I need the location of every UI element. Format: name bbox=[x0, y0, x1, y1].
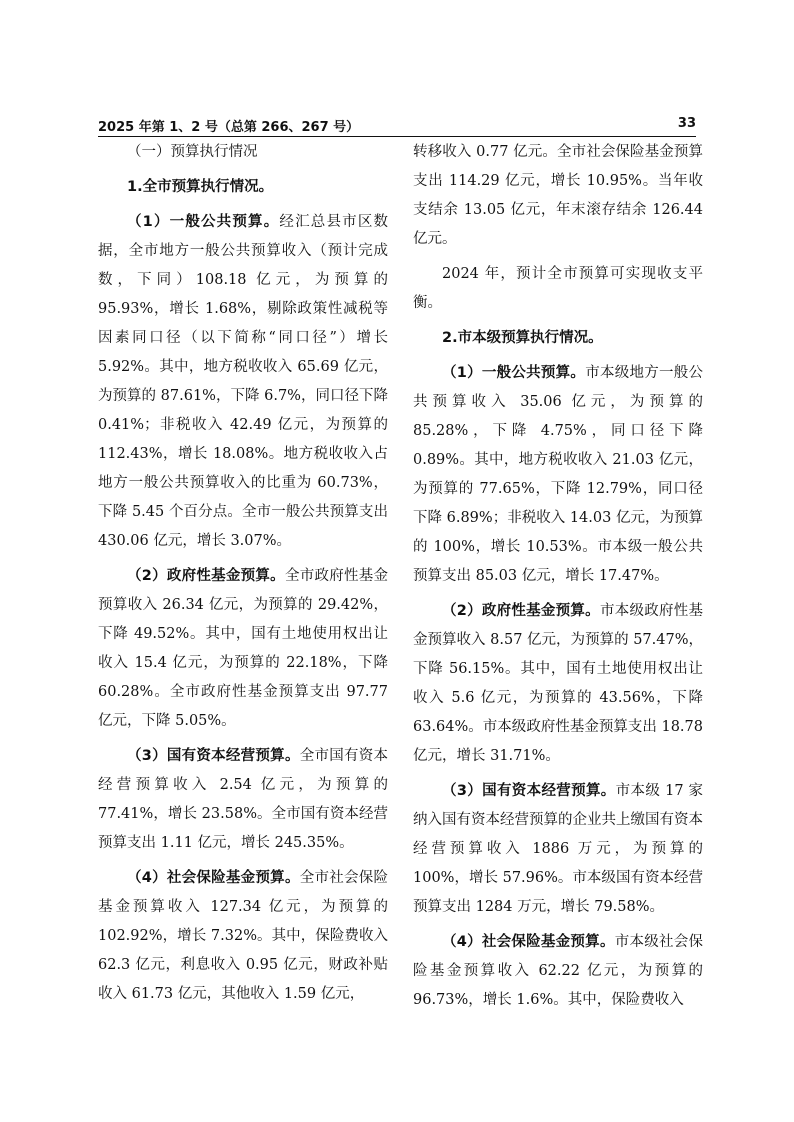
paragraph-heading: （4）社会保险基金预算。 bbox=[442, 934, 615, 950]
page-number: 33 bbox=[677, 116, 696, 131]
page-header bbox=[98, 113, 696, 135]
paragraph-body: 全市政府性基金预算收入 26.34 亿元，为预算的 29.42%，下降 49.52%。其中，国有土地使用权出让收入 15.4 亿元，为预算的 22.18%，下降 60.28%。全市政府性基金预算支出 97.77 亿元，下降 5.05%。 bbox=[98, 568, 389, 729]
right-column bbox=[413, 138, 703, 1021]
subsection-title: 1.全市预算执行情况。 bbox=[127, 179, 274, 195]
paragraph-continued: 转移收入 0.77 亿元。全市社会保险基金预算支出 114.29 亿元，增长 10.95%。当年收支结余 13.05 亿元，年末滚存结余 126.44 亿元。 bbox=[413, 144, 703, 247]
paragraph-body: 市本级政府性基金预算收入 8.57 亿元，为预算的 57.47%，下降 56.15%。其中，国有土地使用权出让收入 5.6 亿元，为预算的 43.56%，下降 63.64%。市本级政府性基金预算支出 18.78 亿元，增长 31.71%。 bbox=[413, 603, 704, 764]
paragraph-body: 市本级地方一般公共预算收入 35.06 亿元，为预算的 85.28%，下降 4.75%，同口径下降 0.89%。其中，地方税收收入 21.03 亿元，为预算的 77.65%，下降 12.79%，同口径下降 6.89%；非税收入 14.03 亿元，为预算的 100%，增长 10.53%。市本级一般公共预算支出 85.03 亿元，增长 17.47%。 bbox=[413, 365, 704, 584]
paragraph-heading: （3）国有资本经营预算。 bbox=[442, 783, 616, 799]
paragraph-heading: （3）国有资本经营预算。 bbox=[127, 748, 300, 764]
paragraph-heading: （2）政府性基金预算。 bbox=[442, 603, 600, 619]
paragraph bbox=[98, 208, 388, 556]
paragraph bbox=[413, 359, 703, 591]
header-rule bbox=[98, 136, 696, 137]
paragraph-body: 市本级社会保险基金预算收入 62.22 亿元，为预算的 96.73%，增长 1.6%。其中，保险费收入 bbox=[413, 934, 703, 1008]
paragraph-heading: （1）一般公共预算。 bbox=[442, 365, 586, 381]
paragraph bbox=[98, 742, 388, 858]
paragraph-heading: （2）政府性基金预算。 bbox=[127, 568, 285, 584]
issue-label: 2025 年第 1、2 号（总第 266、267 号） bbox=[98, 120, 360, 135]
paragraph-heading: （1）一般公共预算。 bbox=[127, 214, 280, 230]
paragraph bbox=[98, 562, 388, 736]
paragraph bbox=[413, 777, 703, 922]
left-column bbox=[98, 138, 388, 1015]
paragraph-heading: （4）社会保险基金预算。 bbox=[127, 870, 300, 886]
paragraph bbox=[413, 928, 703, 1015]
paragraph-body: 市本级 17 家纳入国有资本经营预算的企业共上缴国有资本经营预算收入 1886 万元，为预算的 100%，增长 57.96%。市本级国有资本经营预算支出 1284 万元，增长 79.58%。 bbox=[413, 783, 703, 915]
subsection-title: 2.市本级预算执行情况。 bbox=[442, 330, 603, 346]
paragraph bbox=[413, 597, 703, 771]
paragraph-body: 经汇总县市区数据，全市地方一般公共预算收入（预计完成数，下同）108.18 亿元，为预算的 95.93%，增长 1.68%，剔除政策性减税等因素同口径（以下简称“同口径”）增长 5.92%。其中，地方税收收入 65.69 亿元，为预算的 87.61%，下降 6.7%，同口径下降 0.41%；非税收入 42.49 亿元，为预算的 112.43%，增长 18.08%。地方税收收入占地方一般公共预算收入的比重为 60.73%，下降 5.45 个百分点。全市一般公共预算支出 430.06 亿元，增长 3.07%。 bbox=[98, 214, 388, 549]
section-title: （一）预算执行情况 bbox=[127, 144, 258, 160]
paragraph-body: 全市国有资本经营预算收入 2.54 亿元，为预算的 77.41%，增长 23.58%。全市国有资本经营预算支出 1.11 亿元，增长 245.35%。 bbox=[98, 748, 388, 851]
paragraph bbox=[98, 864, 388, 1009]
paragraph: 2024 年，预计全市预算可实现收支平衡。 bbox=[413, 266, 703, 311]
paragraph-body: 全市社会保险基金预算收入 127.34 亿元，为预算的 102.92%，增长 7.32%。其中，保险费收入 62.3 亿元，利息收入 0.95 亿元，财政补贴收入 61.73 亿元，其他收入 1.59 亿元， bbox=[98, 870, 388, 1002]
